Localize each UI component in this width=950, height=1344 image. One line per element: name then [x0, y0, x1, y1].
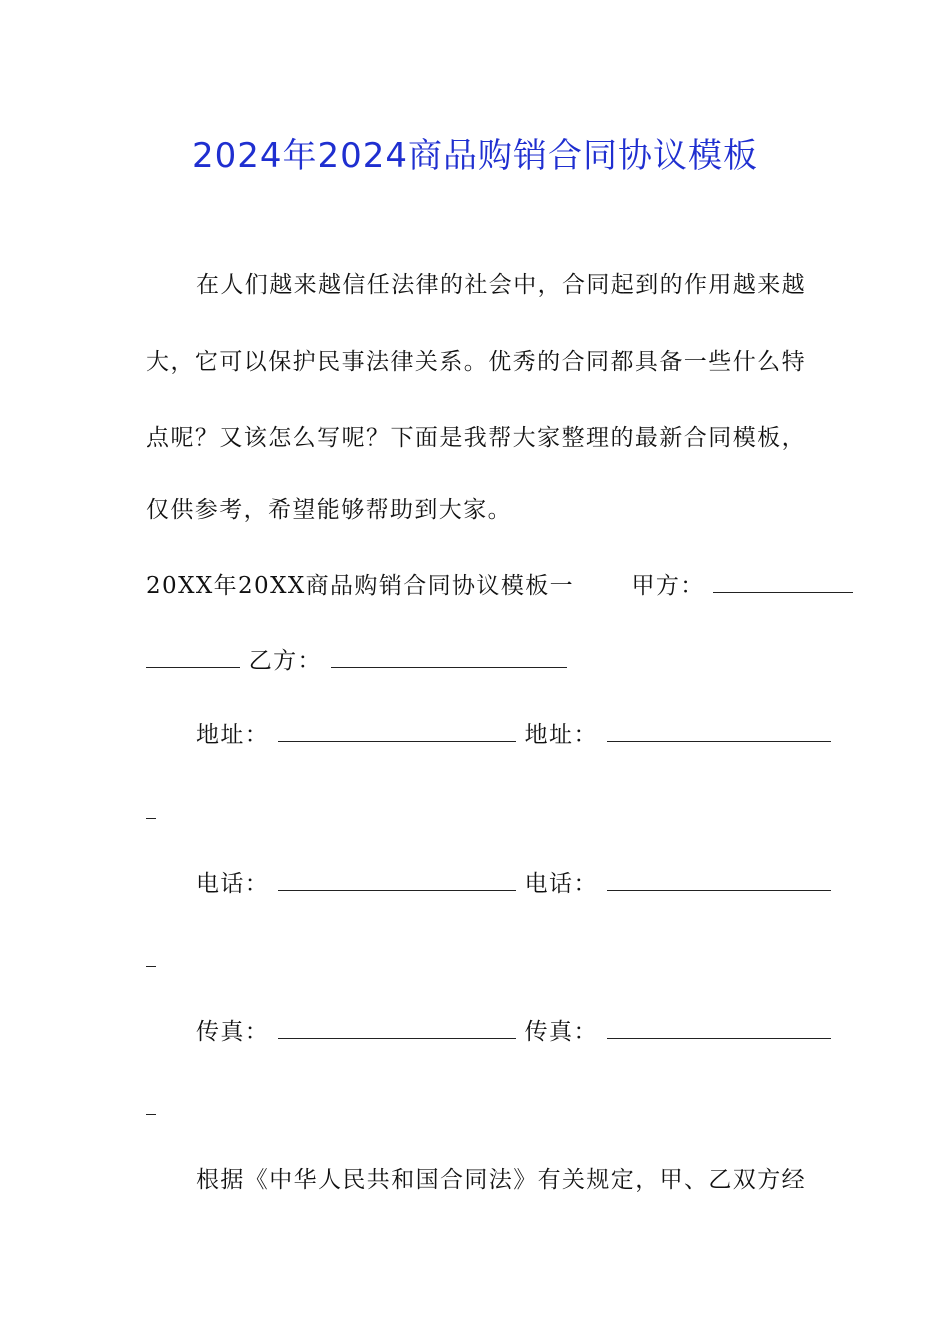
intro-line-2: 大，它可以保护民事法律关系。优秀的合同都具备一些什么特: [146, 349, 806, 375]
phone-b-blank[interactable]: [607, 868, 831, 891]
fax-label-b: 传真：: [524, 1019, 598, 1045]
intro-line-4: 仅供参考，希望能够帮助到大家。: [146, 497, 512, 523]
intro-line-3: 点呢？又该怎么写呢？下面是我帮大家整理的最新合同模板，: [146, 425, 806, 451]
document-title: 2024年2024商品购销合同协议模板: [191, 136, 759, 176]
phone-b-blank-tail: [146, 966, 156, 967]
clause-start-line: 根据《中华人民共和国合同法》有关规定，甲、乙双方经: [196, 1167, 806, 1193]
party-a-label: 甲方：: [631, 573, 705, 599]
party-b-blank[interactable]: [331, 645, 567, 668]
fax-b-blank[interactable]: [607, 1016, 831, 1039]
phone-a-blank[interactable]: [278, 868, 516, 891]
address-row: [196, 719, 806, 750]
address-b-blank-tail: [146, 818, 156, 819]
party-b-label: 乙方：: [248, 648, 322, 674]
phone-label-a: 电话：: [196, 871, 270, 897]
fax-a-blank[interactable]: [278, 1016, 516, 1039]
address-a-blank[interactable]: [278, 719, 516, 742]
phone-label-b: 电话：: [524, 871, 598, 897]
phone-row: [196, 868, 806, 899]
fax-b-blank-tail: [146, 1114, 156, 1115]
address-b-blank[interactable]: [607, 719, 831, 742]
address-label-a: 地址：: [196, 722, 270, 748]
intro-line-1: 在人们越来越信任法律的社会中，合同起到的作用越来越: [196, 272, 806, 298]
party-a-blank[interactable]: [713, 570, 853, 593]
address-label-b: 地址：: [524, 722, 598, 748]
section-heading-row: [146, 570, 806, 601]
party-b-row: [146, 645, 806, 676]
section-heading: 20XX年20XX商品购销合同协议模板一: [146, 573, 575, 599]
party-a-blank-continued[interactable]: [146, 645, 240, 668]
fax-row: [196, 1016, 806, 1047]
fax-label-a: 传真：: [196, 1019, 270, 1045]
